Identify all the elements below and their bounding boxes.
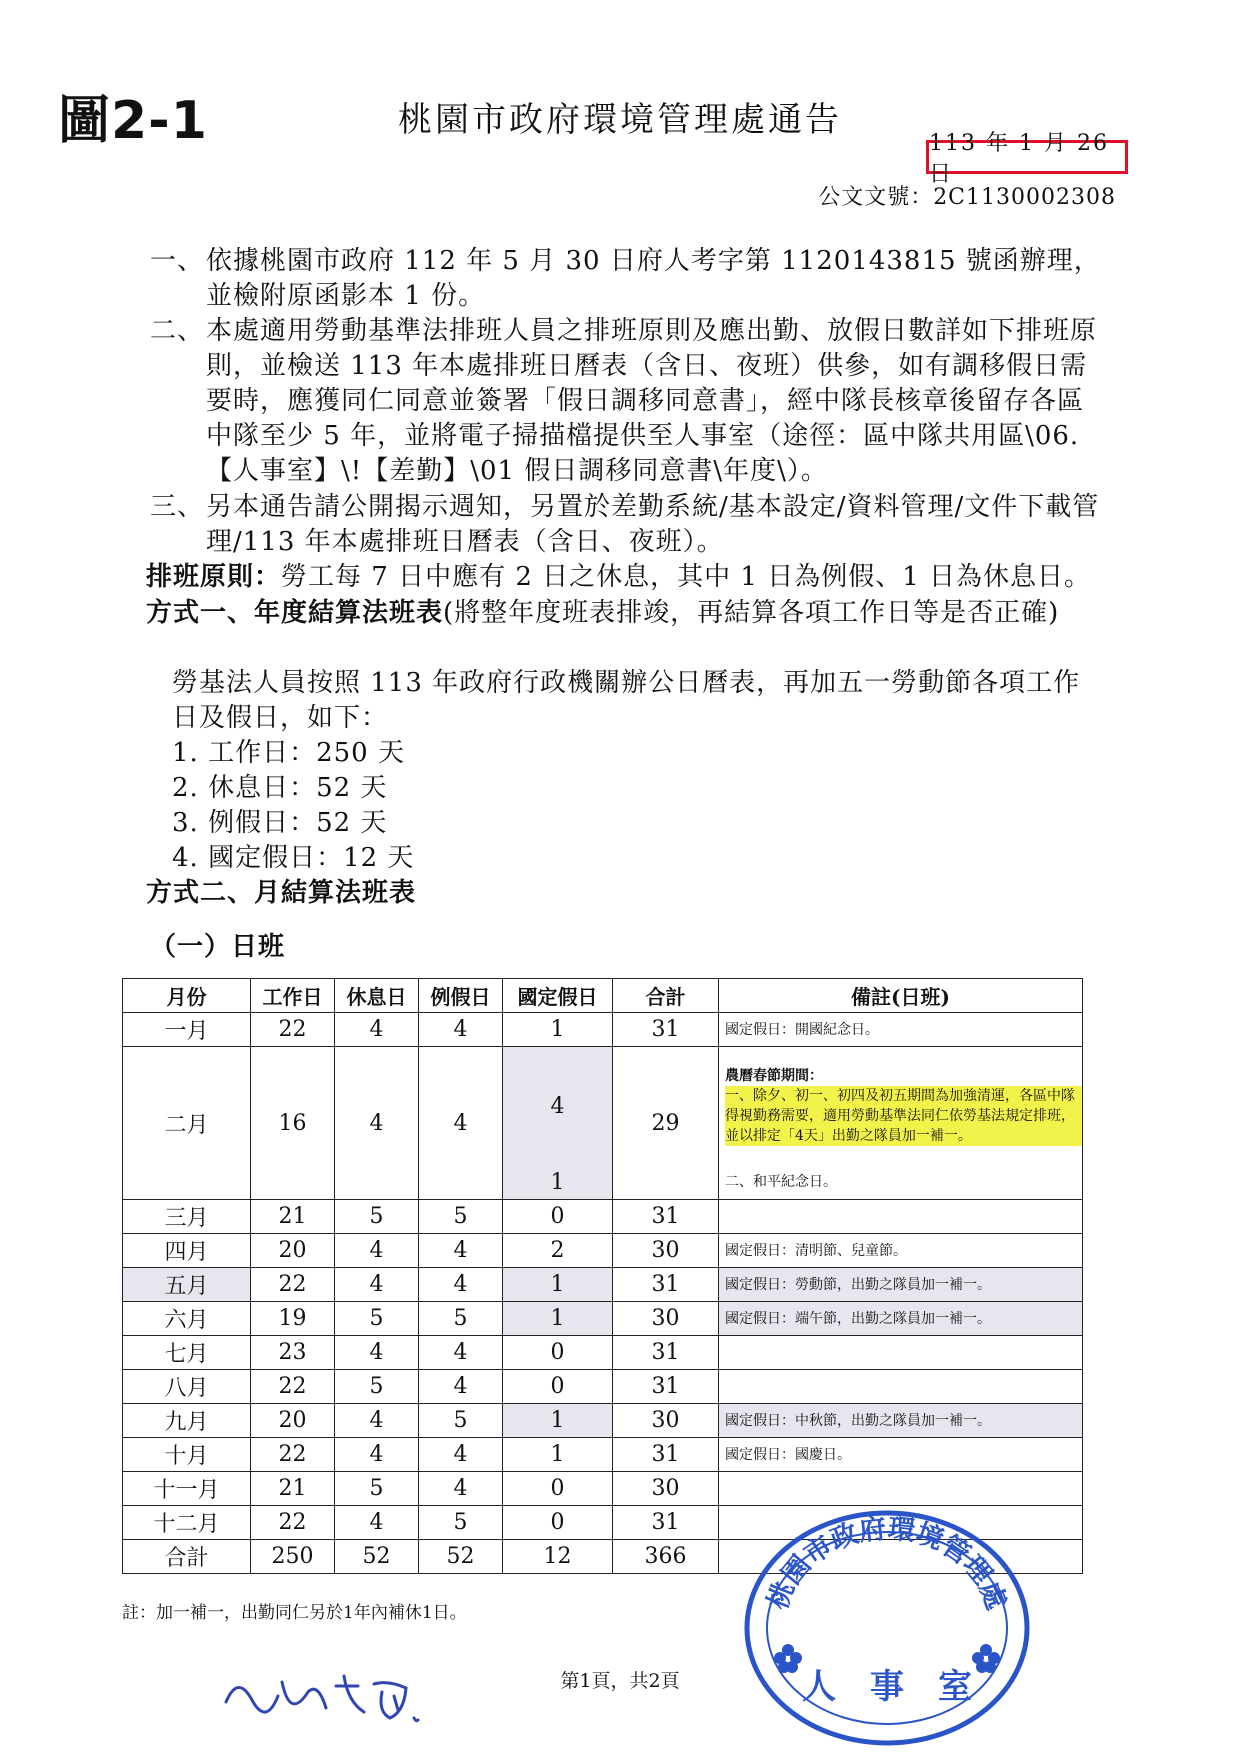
cell-total: 366 [613, 1540, 719, 1574]
cell-work: 22 [251, 1438, 335, 1472]
table-row [123, 1472, 1083, 1506]
item-1 [150, 244, 1105, 314]
cell-total: 31 [613, 1370, 719, 1404]
cell-remark: 國定假日：中秋節，出勤之隊員加一補一。 [719, 1404, 1083, 1438]
cell-total: 30 [613, 1234, 719, 1268]
cell-month: 十二月 [123, 1506, 251, 1540]
cell-work: 19 [251, 1302, 335, 1336]
cell-rest: 4 [335, 1013, 419, 1047]
cell-holiday: 1 [503, 1268, 613, 1302]
cell-rest: 5 [335, 1472, 419, 1506]
cell-remark [719, 1047, 1083, 1166]
method-one [146, 596, 1106, 631]
scheduling-principle [146, 560, 1126, 595]
cell-holiday: 2 [503, 1234, 613, 1268]
method-one-desc: 勞基法人員按照 113 年政府行政機關辦公日曆表，再加五一勞動節各項工作日及假日，如下： [172, 668, 1081, 733]
cell-total: 31 [613, 1438, 719, 1472]
official-seal [742, 1508, 1032, 1748]
header-restdays: 休息日 [335, 979, 419, 1013]
header-regular-leave: 例假日 [419, 979, 503, 1013]
cell-rest: 4 [335, 1234, 419, 1268]
cell-remark: 國定假日：端午節，出勤之隊員加一補一。 [719, 1302, 1083, 1336]
cell-regular: 4 [419, 1472, 503, 1506]
cell-remark: 國定假日：國慶日。 [719, 1438, 1083, 1472]
cell-regular: 4 [419, 1268, 503, 1302]
cell-total: 31 [613, 1013, 719, 1047]
cell-regular: 4 [419, 1013, 503, 1047]
list-item: 2. 休息日：52 天 [172, 773, 388, 803]
item-mark: 一、 [150, 246, 205, 276]
table-row-feb [123, 1047, 1083, 1166]
cell-month: 二月 [123, 1047, 251, 1200]
cell-holiday: 12 [503, 1540, 613, 1574]
svg-text:桃園市政府環境管理處 [762, 1513, 1011, 1613]
item-mark: 三、 [150, 492, 205, 522]
item-text: 本處適用勞動基準法排班人員之排班原則及應出勤、放假日數詳如下排班原則，並檢送 113 年本處排班日曆表（含日、夜班）供參，如有調移假日需要時，應獲同仁同意並簽署「假日調移同意書」，經中隊長核章後留存各區中隊至少 5 年，並將電子掃描檔提供至人事室（途徑：區中隊共用區\06.【人事室】\!【差勤】\01 假日調移同意書\年度\）。 [206, 316, 1098, 486]
method-one-note: (將整年度班表排竣，再結算各項工作日等是否正確) [443, 598, 1060, 628]
cell-rest: 4 [335, 1336, 419, 1370]
day-shift-table [122, 978, 1083, 1574]
cell-holiday: 0 [503, 1506, 613, 1540]
cell-holiday: 0 [503, 1336, 613, 1370]
day-shift-heading: （一）日班 [150, 932, 286, 962]
cell-holiday: 1 [503, 1013, 613, 1047]
cell-rest: 5 [335, 1302, 419, 1336]
table-row [123, 1013, 1083, 1047]
item-mark: 二、 [150, 316, 205, 346]
cell-work: 16 [251, 1047, 335, 1200]
table-row [123, 1302, 1083, 1336]
cell-month: 十一月 [123, 1472, 251, 1506]
cell-month: 七月 [123, 1336, 251, 1370]
list-item: 4. 國定假日：12 天 [172, 843, 415, 873]
page-number: 第1頁，共2頁 [560, 1670, 680, 1692]
cell-regular: 5 [419, 1302, 503, 1336]
cell-regular: 4 [419, 1234, 503, 1268]
cell-remark: 國定假日：勞動節，出勤之隊員加一補一。 [719, 1268, 1083, 1302]
remark-title: 農曆春節期間： [725, 1068, 823, 1084]
cell-regular: 5 [419, 1506, 503, 1540]
cell-work: 21 [251, 1200, 335, 1234]
cell-month: 四月 [123, 1234, 251, 1268]
cell-work: 22 [251, 1370, 335, 1404]
cell-rest: 4 [335, 1404, 419, 1438]
item-text: 依據桃園市政府 112 年 5 月 30 日府人考字第 1120143815 號函辦理，並檢附原函影本 1 份。 [206, 246, 1101, 311]
cell-regular: 4 [419, 1370, 503, 1404]
table-row [123, 1370, 1083, 1404]
remark-text: 一、除夕、初一、初四及初五期間為加強清運，各區中隊得視勤務需要，適用勞動基準法同仁依勞基法規定排班，並以排定「4天」出勤之隊員加一補一。 [725, 1086, 1082, 1146]
cell-holiday: 4 [503, 1047, 613, 1166]
cell-total: 30 [613, 1404, 719, 1438]
header-remark: 備註(日班) [719, 979, 1083, 1013]
method-one-label: 方式一、年度結算法班表 [146, 598, 444, 628]
list-item: 1. 工作日：250 天 [172, 738, 405, 768]
cell-total: 31 [613, 1336, 719, 1370]
cell-work: 20 [251, 1234, 335, 1268]
cell-month: 十月 [123, 1438, 251, 1472]
table-row [123, 1234, 1083, 1268]
cell-work: 20 [251, 1404, 335, 1438]
cell-remark [719, 1370, 1083, 1404]
cell-work: 23 [251, 1336, 335, 1370]
cell-month: 三月 [123, 1200, 251, 1234]
cell-work: 22 [251, 1268, 335, 1302]
cell-regular: 4 [419, 1336, 503, 1370]
cell-holiday: 1 [503, 1302, 613, 1336]
cell-holiday: 1 [503, 1404, 613, 1438]
item-2 [150, 314, 1105, 489]
cell-remark [719, 1336, 1083, 1370]
cell-total: 30 [613, 1472, 719, 1506]
cell-rest: 4 [335, 1506, 419, 1540]
header-national-holiday: 國定假日 [503, 979, 613, 1013]
cell-regular: 4 [419, 1438, 503, 1472]
list-item: 3. 例假日：52 天 [172, 808, 388, 838]
item-3 [150, 490, 1105, 560]
handwritten-signature [218, 1662, 458, 1732]
cell-remark [719, 1200, 1083, 1234]
method-one-list [172, 736, 414, 876]
document-number: 公文文號：2C1130002308 [818, 185, 1116, 210]
cell-month: 八月 [123, 1370, 251, 1404]
cell-total: 31 [613, 1506, 719, 1540]
header-total: 合計 [613, 979, 719, 1013]
cell-month: 六月 [123, 1302, 251, 1336]
seal-top-text: 桃園市政府環境管理處 [762, 1513, 1012, 1614]
cell-remark: 二、和平紀念日。 [719, 1165, 1083, 1200]
cell-rest: 5 [335, 1200, 419, 1234]
seal-bottom-text: 人 事 室 [802, 1667, 972, 1707]
figure-label: 圖2-1 [58, 91, 208, 151]
cell-holiday: 0 [503, 1200, 613, 1234]
cell-regular: 5 [419, 1200, 503, 1234]
document-title: 桃園市政府環境管理處通告 [398, 100, 842, 140]
item-text: 另本通告請公開揭示週知，另置於差勤系統/基本設定/資料管理/文件下載管理/113 年本處排班日曆表（含日、夜班）。 [206, 492, 1100, 557]
method-two-label: 方式二、月結算法班表 [146, 878, 417, 908]
table-footnote: 註：加一補一，出勤同仁另於1年內補休1日。 [122, 1603, 467, 1623]
table-row [123, 1200, 1083, 1234]
cell-work: 250 [251, 1540, 335, 1574]
principle-text: 勞工每 7 日中應有 2 日之休息，其中 1 日為例假、1 日為休息日。 [281, 562, 1092, 592]
header-workdays: 工作日 [251, 979, 335, 1013]
cell-remark: 國定假日：開國紀念日。 [719, 1013, 1083, 1047]
cell-work: 22 [251, 1506, 335, 1540]
cell-rest: 4 [335, 1438, 419, 1472]
cell-total: 30 [613, 1302, 719, 1336]
cell-holiday: 0 [503, 1472, 613, 1506]
header-month: 月份 [123, 979, 251, 1013]
table-header-row [123, 979, 1083, 1013]
cell-rest: 4 [335, 1047, 419, 1200]
cell-remark [719, 1472, 1083, 1506]
cell-month: 五月 [123, 1268, 251, 1302]
cell-month: 九月 [123, 1404, 251, 1438]
cell-total: 29 [613, 1047, 719, 1200]
table-row [123, 1268, 1083, 1302]
cell-rest: 52 [335, 1540, 419, 1574]
cell-regular: 5 [419, 1404, 503, 1438]
cell-total: 31 [613, 1268, 719, 1302]
cell-rest: 4 [335, 1268, 419, 1302]
principle-label: 排班原則： [146, 562, 282, 592]
cell-month: 一月 [123, 1013, 251, 1047]
table-row [123, 1336, 1083, 1370]
issue-date: 113 年 1 月 26 日 [926, 140, 1128, 174]
cell-holiday: 1 [503, 1165, 613, 1200]
cell-remark: 國定假日：清明節、兒童節。 [719, 1234, 1083, 1268]
cell-holiday: 0 [503, 1370, 613, 1404]
cell-holiday: 1 [503, 1438, 613, 1472]
cell-work: 22 [251, 1013, 335, 1047]
cell-month: 合計 [123, 1540, 251, 1574]
cell-total: 31 [613, 1200, 719, 1234]
table-row [123, 1438, 1083, 1472]
cell-regular: 4 [419, 1047, 503, 1200]
cell-rest: 5 [335, 1370, 419, 1404]
cell-regular: 52 [419, 1540, 503, 1574]
table-row [123, 1404, 1083, 1438]
cell-work: 21 [251, 1472, 335, 1506]
